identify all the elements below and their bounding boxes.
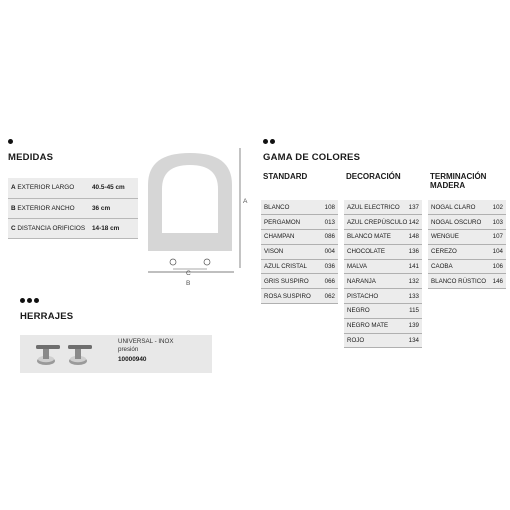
medidas-table xyxy=(8,178,138,239)
color-code: 108 xyxy=(322,200,338,215)
table-row xyxy=(344,230,422,245)
gama-title: GAMA DE COLORES xyxy=(263,152,361,163)
table-row xyxy=(261,274,338,289)
color-name: NEGRO xyxy=(344,304,408,319)
color-code: 139 xyxy=(408,318,422,333)
color-code: 036 xyxy=(322,259,338,274)
color-name: CAOBA xyxy=(428,259,491,274)
decoracion-table xyxy=(344,200,422,348)
color-name: PISTACHO xyxy=(344,289,408,304)
color-code: 062 xyxy=(322,289,338,304)
decoracion-title: DECORACIÓN xyxy=(346,172,401,181)
color-name: NOGAL CLARO xyxy=(428,200,491,215)
herrajes-title: HERRAJES xyxy=(20,311,74,322)
color-code: 133 xyxy=(408,289,422,304)
color-code: 107 xyxy=(491,230,506,245)
table-row xyxy=(344,200,422,215)
hinge-image xyxy=(32,339,94,369)
table-row xyxy=(344,333,422,348)
color-name: BLANCO xyxy=(261,200,322,215)
table-row xyxy=(428,274,506,289)
color-name: NARANJA xyxy=(344,274,408,289)
medidas-label-cell: C DISTANCIA ORIFICIOS xyxy=(8,218,90,238)
color-code: 013 xyxy=(322,215,338,230)
section-dots-gama xyxy=(263,139,275,144)
table-row xyxy=(344,304,422,319)
table-row xyxy=(428,230,506,245)
color-code: 137 xyxy=(408,200,422,215)
dimension-label-a: A xyxy=(243,198,248,205)
bullet-dot xyxy=(27,298,32,303)
color-name: MALVA xyxy=(344,259,408,274)
color-code: 086 xyxy=(322,230,338,245)
madera-table xyxy=(428,200,506,289)
color-code: 115 xyxy=(408,304,422,319)
table-row xyxy=(344,215,422,230)
table-row xyxy=(261,259,338,274)
bullet-dot xyxy=(8,139,13,144)
medidas-label-cell: A EXTERIOR LARGO xyxy=(8,178,90,198)
table-row xyxy=(428,200,506,215)
table-row xyxy=(261,200,338,215)
color-code: 146 xyxy=(491,274,506,289)
table-row xyxy=(428,244,506,259)
color-name: ROJO xyxy=(344,333,408,348)
color-name: PERGAMON xyxy=(261,215,322,230)
color-name: ROSA SUSPIRO xyxy=(261,289,322,304)
color-code: 106 xyxy=(491,259,506,274)
table-row xyxy=(261,230,338,245)
table-row xyxy=(344,244,422,259)
dimension-label-b: B xyxy=(186,280,191,287)
medidas-value-cell: 36 cm xyxy=(90,198,138,218)
color-code: 141 xyxy=(408,259,422,274)
section-dots-medidas xyxy=(8,139,13,144)
medidas-label-cell: B EXTERIOR ANCHO xyxy=(8,198,90,218)
color-code: 004 xyxy=(322,244,338,259)
color-name: CEREZO xyxy=(428,244,491,259)
dimension-lines xyxy=(146,140,256,290)
medidas-title: MEDIDAS xyxy=(8,152,54,163)
color-name: AZUL ELECTRICO xyxy=(344,200,408,215)
color-name: NEGRO MATE xyxy=(344,318,408,333)
color-code: 104 xyxy=(491,244,506,259)
dimension-label-c: C xyxy=(186,270,191,277)
color-name: AZUL CRISTAL xyxy=(261,259,322,274)
color-code: 132 xyxy=(408,274,422,289)
table-row xyxy=(344,289,422,304)
table-row xyxy=(261,244,338,259)
herraje-type: UNIVERSAL - INOX xyxy=(118,338,174,345)
bullet-dot xyxy=(263,139,268,144)
color-code: 102 xyxy=(491,200,506,215)
herraje-card xyxy=(20,335,212,373)
color-name: GRIS SUSPIRO xyxy=(261,274,322,289)
herraje-code: 10000940 xyxy=(118,356,147,363)
color-name: CHOCOLATE xyxy=(344,244,408,259)
color-code: 142 xyxy=(408,215,422,230)
medidas-value-cell: 14-18 cm xyxy=(90,218,138,238)
table-row xyxy=(261,215,338,230)
section-dots-herrajes xyxy=(20,298,39,303)
table-row xyxy=(428,259,506,274)
bullet-dot xyxy=(34,298,39,303)
madera-title xyxy=(430,172,486,190)
table-row xyxy=(428,215,506,230)
table-row xyxy=(344,274,422,289)
madera-title-line2: MADERA xyxy=(430,181,466,190)
color-name: CHAMPAN xyxy=(261,230,322,245)
standard-table xyxy=(261,200,338,304)
color-code: 066 xyxy=(322,274,338,289)
table-row xyxy=(8,218,138,238)
bullet-dot xyxy=(270,139,275,144)
standard-title: STANDARD xyxy=(263,172,308,181)
table-row xyxy=(261,289,338,304)
color-name: BLANCO MATE xyxy=(344,230,408,245)
color-name: AZUL CREPÚSCULO xyxy=(344,215,408,230)
table-row xyxy=(344,259,422,274)
madera-title-line1: TERMINACIÓN xyxy=(430,172,487,181)
color-name: BLANCO RÚSTICO xyxy=(428,274,491,289)
color-code: 134 xyxy=(408,333,422,348)
herraje-subtype: presión xyxy=(118,346,139,353)
table-row xyxy=(8,198,138,218)
color-name: WENGUE xyxy=(428,230,491,245)
medidas-value-cell: 40.5-45 cm xyxy=(90,178,138,198)
color-code: 103 xyxy=(491,215,506,230)
color-name: NOGAL OSCURO xyxy=(428,215,491,230)
table-row xyxy=(8,178,138,198)
color-code: 148 xyxy=(408,230,422,245)
color-name: VISON xyxy=(261,244,322,259)
bullet-dot xyxy=(20,298,25,303)
table-row xyxy=(344,318,422,333)
color-code: 136 xyxy=(408,244,422,259)
